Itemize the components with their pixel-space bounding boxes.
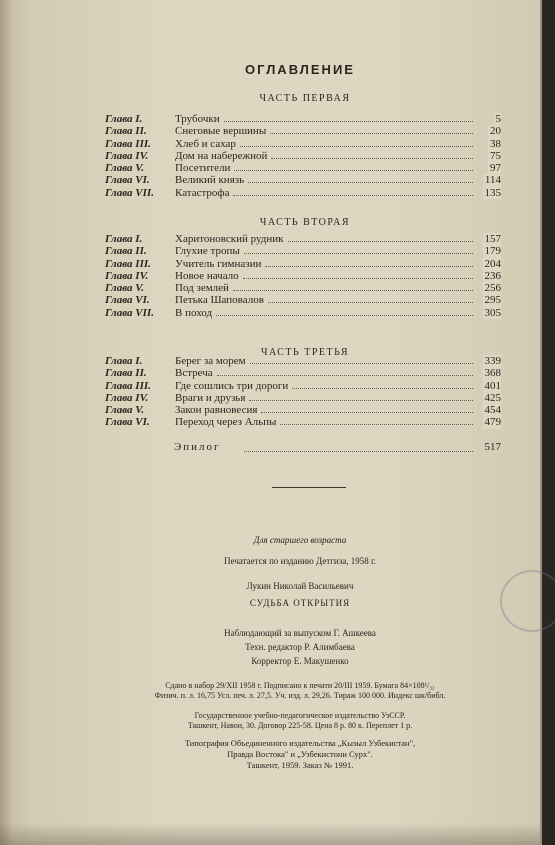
chapter-page-number: 5 [495, 113, 501, 125]
imprint-proofreader: Корректор Е. Макушенко [251, 656, 349, 666]
leader-dots [240, 146, 473, 147]
chapter-label: Глава IV. [105, 269, 149, 282]
leader-dots [261, 412, 473, 413]
toc-row [105, 367, 501, 379]
leader-dots [224, 121, 473, 122]
chapter-page-number: 75 [490, 149, 501, 162]
leader-dots [292, 388, 473, 389]
epilogue-title: Эпилог [174, 441, 221, 453]
leader-dots [243, 278, 473, 279]
toc-row [105, 245, 501, 257]
chapter-label: Глава I. [105, 113, 143, 125]
chapter-label: Глава VII. [105, 306, 154, 319]
chapter-title: Берег за морем [175, 355, 246, 367]
chapter-page-number: 479 [484, 416, 501, 429]
chapter-label: Глава III. [105, 137, 151, 150]
imprint-typography-3: Ташкент, 1959. Заказ № 1991. [246, 760, 354, 770]
leader-dots [288, 241, 473, 242]
chapter-title: Новое начало [175, 269, 239, 282]
toc-row [105, 392, 501, 404]
part-title-2: ЧАСТЬ ВТОРАЯ [259, 217, 351, 228]
chapter-title: Враги и друзья [175, 391, 246, 404]
toc-row [105, 162, 501, 174]
imprint-tech-editor: Техн. редактор Р. Алимбаева [245, 642, 355, 652]
chapter-label: Глава V. [105, 162, 144, 175]
chapter-page-number: 97 [490, 162, 501, 175]
chapter-label: Глава II. [105, 245, 147, 258]
toc-part-1 [105, 113, 501, 199]
imprint-publisher-1: Государственное учебно-педагогическое издательство УзССР. [194, 711, 406, 720]
chapter-label: Глава III. [105, 257, 151, 270]
chapter-title: В поход [175, 306, 213, 319]
toc-epilogue [174, 441, 501, 455]
chapter-page-number: 157 [484, 233, 501, 245]
part-title-1: ЧАСТЬ ПЕРВАЯ [259, 93, 351, 104]
toc-row [105, 258, 501, 270]
epilogue-page: 517 [484, 441, 501, 453]
leader-dots [271, 158, 473, 159]
leader-dots [244, 451, 473, 452]
toc-row [105, 138, 501, 150]
library-stamp [500, 570, 555, 632]
chapter-page-number: 179 [484, 245, 501, 258]
chapter-label: Глава V. [105, 404, 144, 417]
leader-dots [234, 170, 473, 171]
chapter-title: Хлеб и сахар [175, 137, 236, 150]
chapter-page-number: 401 [484, 379, 501, 392]
chapter-title: Переход через Альпы [175, 416, 277, 429]
toc-row [105, 174, 501, 186]
chapter-title: Великий князь [175, 174, 245, 187]
chapter-page-number: 339 [484, 355, 501, 367]
chapter-page-number: 20 [490, 125, 501, 138]
chapter-page-number: 305 [484, 306, 501, 319]
chapter-title: Где сошлись три дороги [175, 379, 289, 392]
imprint-supervisor: Наблюдающий за выпуском Г. Ашкеева [224, 628, 376, 638]
toc-row [105, 125, 501, 137]
chapter-label: Глава IV. [105, 391, 149, 404]
leader-dots [217, 375, 473, 376]
leader-dots [248, 182, 473, 183]
chapter-title: Катастрофа [175, 186, 230, 199]
chapter-page-number: 425 [484, 391, 501, 404]
chapter-title: Снеговые вершины [175, 125, 267, 138]
chapter-label: Глава IV. [105, 149, 149, 162]
toc-part-3 [105, 355, 501, 429]
imprint-reprint: Печатается по изданию Детгиза, 1958 г. [224, 556, 376, 566]
leader-dots [244, 253, 473, 254]
chapter-page-number: 368 [484, 367, 501, 380]
imprint-print-line-2: Физич. п. л. 16,75 Усл. печ. л. 27,5. Уч. изд. л. 29,26. Тираж 100 000. Индекс шк/библ. [154, 691, 446, 700]
imprint-age: Для старшего возраста [253, 535, 347, 545]
leader-dots [250, 363, 473, 364]
chapter-title: Закон равновесия [175, 404, 258, 417]
toc-row [105, 404, 501, 416]
chapter-page-number: 114 [484, 174, 501, 187]
chapter-label: Глава II. [105, 125, 147, 138]
chapter-label: Глава I. [105, 355, 143, 367]
toc-row [105, 187, 501, 199]
chapter-label: Глава III. [105, 379, 151, 392]
chapter-title: Посетители [175, 162, 231, 175]
imprint-print-line-1: Сдано в набор 29/XII 1958 г. Подписано к печати 20/III 1959. Бумага 84×108¹/₃₂ [165, 681, 435, 690]
leader-dots [265, 266, 473, 267]
chapter-label: Глава VI. [105, 294, 150, 307]
imprint-typography-2: Правда Востока" и „Узбекистони Сурх". [227, 749, 373, 759]
toc-row [105, 307, 501, 319]
chapter-title: Глухие тропы [175, 245, 240, 258]
toc-row [105, 416, 501, 428]
toc-row [105, 380, 501, 392]
chapter-page-number: 236 [484, 269, 501, 282]
chapter-title: Трубочки [175, 113, 220, 125]
imprint-author: Лукин Николай Васильевич [246, 581, 354, 591]
chapter-page-number: 135 [484, 186, 501, 199]
chapter-title: Харитоновский рудник [175, 233, 284, 245]
imprint-book-title: СУДЬБА ОТКРЫТИЯ [249, 598, 351, 608]
imprint-typography-1: Типография Объединенного издательства „Кызыл Узбекистан", [184, 738, 416, 748]
toc-row [105, 355, 501, 367]
chapter-page-number: 454 [484, 404, 501, 417]
toc-row [105, 113, 501, 125]
chapter-page-number: 256 [484, 282, 501, 295]
toc-row [105, 294, 501, 306]
toc-part-2 [105, 233, 501, 319]
chapter-label: Глава VII. [105, 186, 154, 199]
leader-dots [216, 315, 473, 316]
part-title-3: ЧАСТЬ ТРЕТЬЯ [260, 347, 349, 358]
toc-row [105, 150, 501, 162]
chapter-title: Учитель гимназии [175, 257, 262, 270]
leader-dots [268, 302, 473, 303]
chapter-page-number: 38 [490, 137, 501, 150]
chapter-page-number: 204 [484, 257, 501, 270]
leader-dots [233, 195, 473, 196]
toc-row [105, 270, 501, 282]
leader-dots [270, 133, 473, 134]
leader-dots [249, 400, 473, 401]
leader-dots [280, 424, 473, 425]
chapter-label: Глава VI. [105, 416, 150, 429]
chapter-title: Встреча [175, 367, 213, 380]
chapter-label: Глава VI. [105, 174, 150, 187]
chapter-page-number: 295 [484, 294, 501, 307]
chapter-label: Глава II. [105, 367, 147, 380]
section-divider [272, 487, 346, 488]
chapter-title: Петька Шаповалов [175, 294, 264, 307]
toc-row [105, 282, 501, 294]
chapter-title: Под землей [175, 282, 229, 295]
toc-row [105, 233, 501, 245]
leader-dots [233, 290, 473, 291]
chapter-title: Дом на набережной [175, 149, 268, 162]
page-shadow [0, 823, 540, 845]
imprint-publisher-2: Ташкент, Навои, 30. Договор 225-58. Цена 8 р. 80 к. Переплет 1 р. [187, 721, 413, 730]
chapter-label: Глава I. [105, 233, 143, 245]
toc-title: ОГЛАВЛЕНИЕ [245, 62, 355, 77]
chapter-label: Глава V. [105, 282, 144, 295]
